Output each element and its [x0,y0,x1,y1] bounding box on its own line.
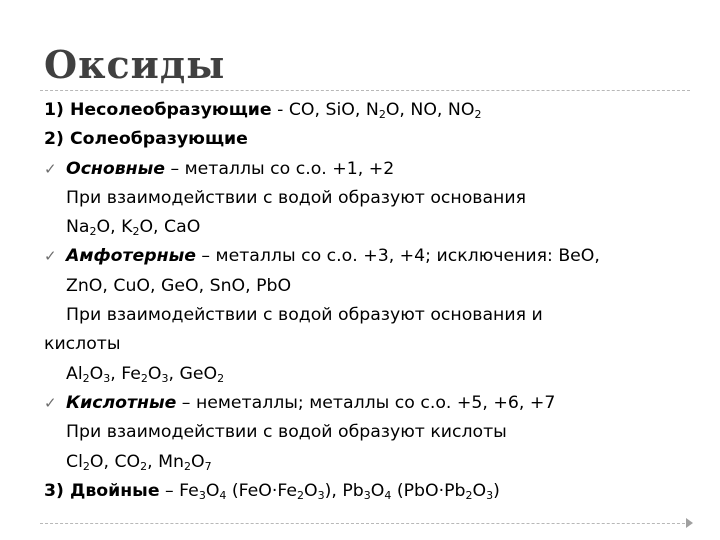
acidic-term: Кислотные [66,392,177,413]
acidic-text: – неметаллы; металлы со с.о. +5, +6, +7 [176,392,556,413]
amphoteric-description-cont: кислоты [44,334,121,355]
formula-part: O, K [96,217,133,238]
subscript: 4 [384,488,392,502]
checkmark-icon: ✓ [44,159,57,178]
formula-part: O [89,363,104,384]
formula-part: O [205,480,220,501]
subscript: 3 [103,371,111,385]
formula-part: O [147,363,162,384]
formula-part: , Fe [110,363,141,384]
amphoteric-description: При взаимодействии с водой образуют основания и [66,305,543,326]
double-label: 3) Двойные [44,480,160,501]
amphoteric-exceptions: ZnO, CuO, GeO, SnO, PbO [66,275,292,296]
formula-part: O [472,480,487,501]
title-divider [40,90,690,91]
formula-part: Cl [66,451,83,472]
formula-part: Al [66,363,83,384]
subscript: 2 [89,225,97,239]
subscript: 2 [82,371,90,385]
basic-examples [44,213,694,242]
formula-part: (FeO·Fe [226,480,298,501]
subscript: 3 [198,488,206,502]
subscript: 3 [363,488,371,502]
line-basic-oxides [44,155,694,184]
checkmark-icon: ✓ [44,247,57,266]
subscript: 2 [140,459,148,473]
salt-forming-label: 2) Солеобразующие [44,129,248,150]
formula-part: O [370,480,385,501]
line-salt-forming [44,125,694,154]
subscript: 3 [486,488,494,502]
subscript: 2 [297,488,305,502]
checkmark-icon: ✓ [44,393,57,412]
slide-title: Оксиды [44,42,226,87]
bottom-divider [40,523,690,524]
basic-term: Основные [66,158,165,179]
line-acidic-oxides [44,389,694,418]
formula-part: , Mn [147,451,184,472]
subscript: 2 [474,108,482,121]
acidic-description: При взаимодействии с водой образуют кислоты [66,422,507,443]
line-double-oxides [44,477,694,506]
amphoteric-term: Амфотерные [66,246,196,267]
subscript: 2 [82,459,90,473]
subscript: 2 [184,459,191,473]
acidic-examples [44,448,694,477]
subscript: 2 [140,371,148,385]
non-salt-forming-text: - CO, SiO, N [271,100,379,120]
line-amphoteric-oxides [44,242,694,271]
amphoteric-text: – металлы со с.о. +3, +4; исключения: BeO, [195,246,600,267]
formula-part: ) [493,480,500,501]
non-salt-forming-text: O, NO, NO [385,100,475,120]
corner-arrow-icon [686,518,693,528]
subscript: 2 [132,225,140,239]
formula-part: O, CaO [139,217,201,238]
subscript: 2 [465,488,473,502]
subscript: 7 [204,459,212,473]
subscript: 2 [378,108,386,121]
formula-part: , GeO [168,363,218,384]
formula-part: (PbO·Pb [391,480,466,501]
formula-part: ), Pb [324,480,364,501]
subscript: 3 [161,371,169,385]
non-salt-forming-label: 1) Несолеобразующие [44,100,272,120]
amphoteric-examples [44,360,694,389]
subscript: 4 [219,488,227,502]
basic-text: – металлы со с.о. +1, +2 [164,158,395,179]
line-non-salt-forming [44,96,694,125]
formula-part: – Fe [159,480,199,501]
formula-part: Na [66,217,90,238]
subscript: 2 [217,371,225,385]
formula-part: O, CO [89,451,141,472]
formula-part: O [191,451,205,472]
subscript: 3 [317,488,325,502]
basic-description: При взаимодействии с водой образуют основания [66,187,526,208]
slide-content [44,96,694,506]
formula-part: O [304,480,318,501]
